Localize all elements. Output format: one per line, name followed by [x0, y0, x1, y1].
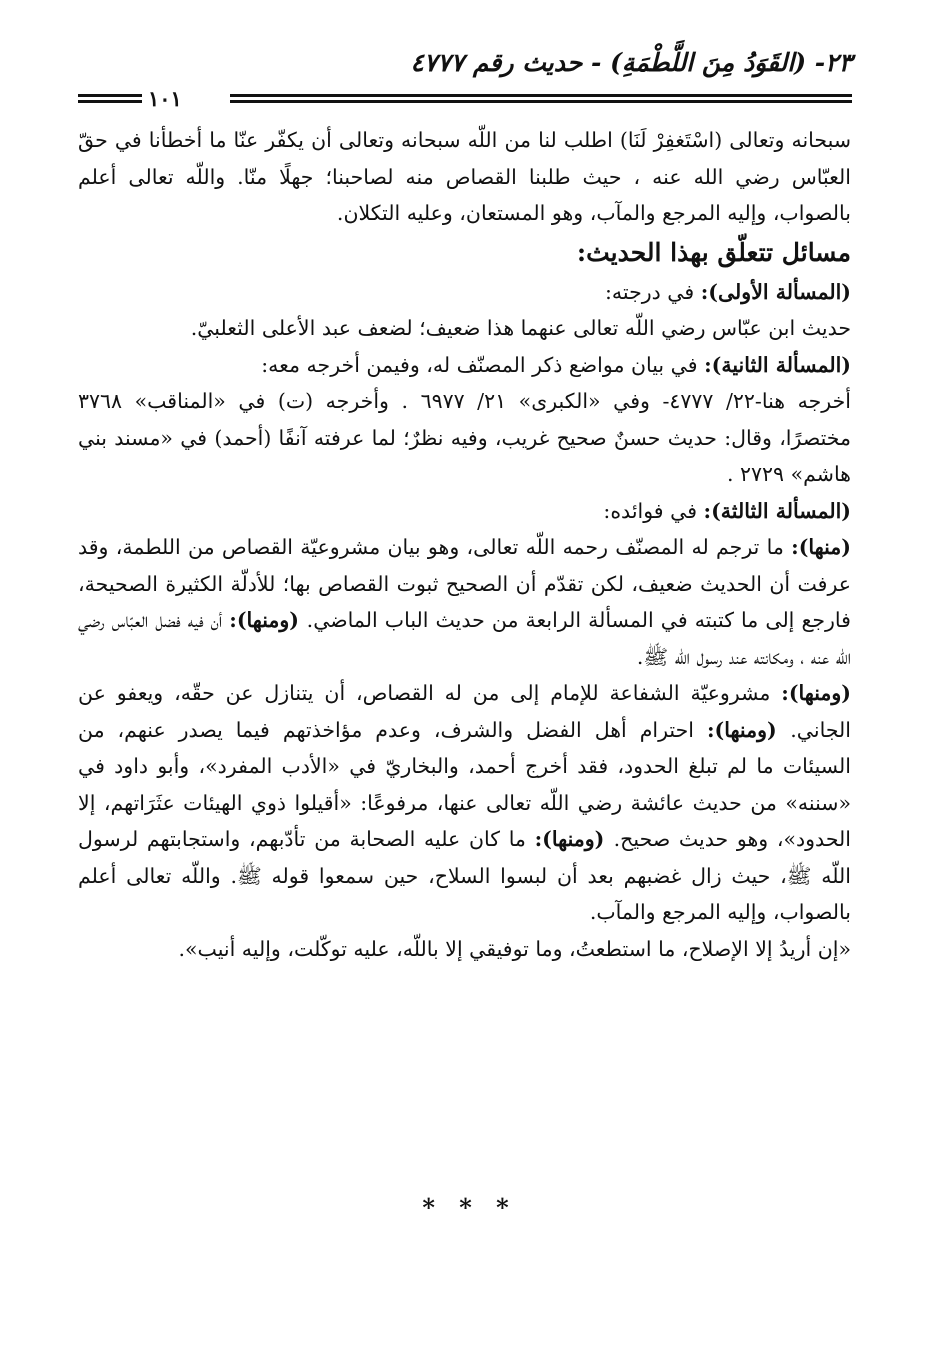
issue-2-title [78, 347, 851, 384]
issue-1-label: (المسألة الأولى): [700, 279, 851, 304]
issue-3-label: (المسألة الثالثة): [703, 498, 851, 523]
benefit-5-text: ما كان عليه الصحابة من تأدّبهم، واستجابتهم لرسول اللّه ﷺ، حيث زال غضبهم بعد أن لبسوا السلاح، حين سمعوا قوله ﷺ. واللّه تعالى أعلم بالصواب، وإليه المرجع والمآب. [78, 827, 851, 924]
issue-3-benefits-2 [78, 675, 851, 931]
benefit-2-label: (ومنها): [229, 608, 307, 632]
page-number: ١٠١ [148, 86, 182, 111]
closing-quote: «إن أريدُ إلا الإصلاح، ما استطعتُ، وما توفيقي إلا باللّه، عليه توكّلت، وإليه أنيب». [178, 936, 851, 961]
issue-3-subject: في فوائده: [603, 498, 704, 523]
benefit-4-text: احترام أهل الفضل والشرف، وعدم مؤاخذتهم فيما يصدر عنهم، من السيئات ما لم تبلغ الحدود، فقد أخرج أحمد، والبخاريّ في «الأدب المفرد»، وأبو داود في «سننه» من حديث عائشة رضي اللّه تعالى عنها، مرفوعًا: «أقيلوا ذوي الهيئات عثَرَاتهم، إلا الحدود»، وهو حديث صحيح. [78, 717, 851, 851]
section-heading: مسائل تتعلّق بهذا الحديث: [576, 237, 851, 267]
intro-paragraph: سبحانه وتعالى (اسْتَغفِرْ لَنَا) اطلب لنا من اللّه سبحانه وتعالى أن يكفّر عنّا ما أخطأنا في حقّ العبّاس رضي الله عنه ، حيث طلبنا القصاص منه لصاحبنا؛ جهلًا منّا. واللّه تعالى أعلم بالصواب، وإليه المرجع والمآب، وهو المستعان، وعليه التكلان. [78, 128, 851, 225]
issue-1-subject: في درجته: [604, 279, 701, 304]
end-stars: * * * [422, 1193, 517, 1222]
issue-2-subject: في بيان مواضع ذكر المصنّف له، وفيمن أخرجه معه: [261, 352, 705, 377]
header-rule-short [78, 94, 142, 103]
page-header [78, 44, 852, 111]
issue-3-benefits-1 [78, 529, 851, 675]
benefit-2-text: أن فيه فضل العبّاس رضي الله عنه ، ومكانته عند رسول اللّه ﷺ. [78, 608, 851, 669]
issue-1-title [78, 274, 851, 311]
benefit-3-label: (ومنها): [781, 681, 851, 705]
chapter-title: ٢٣- (القَوَدُ مِنَ اللَّطْمَةِ) - حديث رقم ٤٧٧٧ [410, 48, 852, 77]
issue-1-text: حديث ابن عبّاس رضي اللّه تعالى عنهما هذا ضعيف؛ لضعف عبد الأعلى الثعلبيّ. [190, 316, 851, 340]
benefit-1-label: (منها): [791, 535, 851, 559]
benefit-3-text: مشروعيّة الشفاعة للإمام إلى من له القصاص، أن يتنازل عن حقّه، ويعفو عن الجاني. [78, 681, 851, 742]
issue-2-label: (المسألة الثانية): [704, 352, 851, 377]
benefit-5-label: (ومنها): [534, 827, 614, 851]
header-rule-long [230, 94, 852, 103]
benefit-1-text: ما ترجم له المصنّف رحمه اللّه تعالى، وهو بيان مشروعيّة القصاص من اللطمة، وقد عرفت أن الحديث ضعيف، لكن تقدّم أن الصحيح ثبوت القصاص بها؛ للأدلّة الكثيرة الصحيحة، فارجع إلى ما كتبته في المسألة الرابعة من حديث الباب الماضي. [78, 535, 851, 632]
issue-2-text: أخرجه هنا-٢٢/ ٤٧٧٧- وفي «الكبرى» ٢١/ ٦٩٧٧ . وأخرجه (ت) في «المناقب» ٣٧٦٨ مختصرًا، وقال: حديث حسنٌ صحيح غريب، وفيه نظرٌ؛ لما عرفته آنفًا (أحمد) في «مسند بني هاشم» ٢٧٢٩ . [78, 389, 851, 486]
page-body [78, 122, 851, 967]
issue-3-title [78, 493, 851, 530]
benefit-4-label: (ومنها): [706, 717, 791, 742]
